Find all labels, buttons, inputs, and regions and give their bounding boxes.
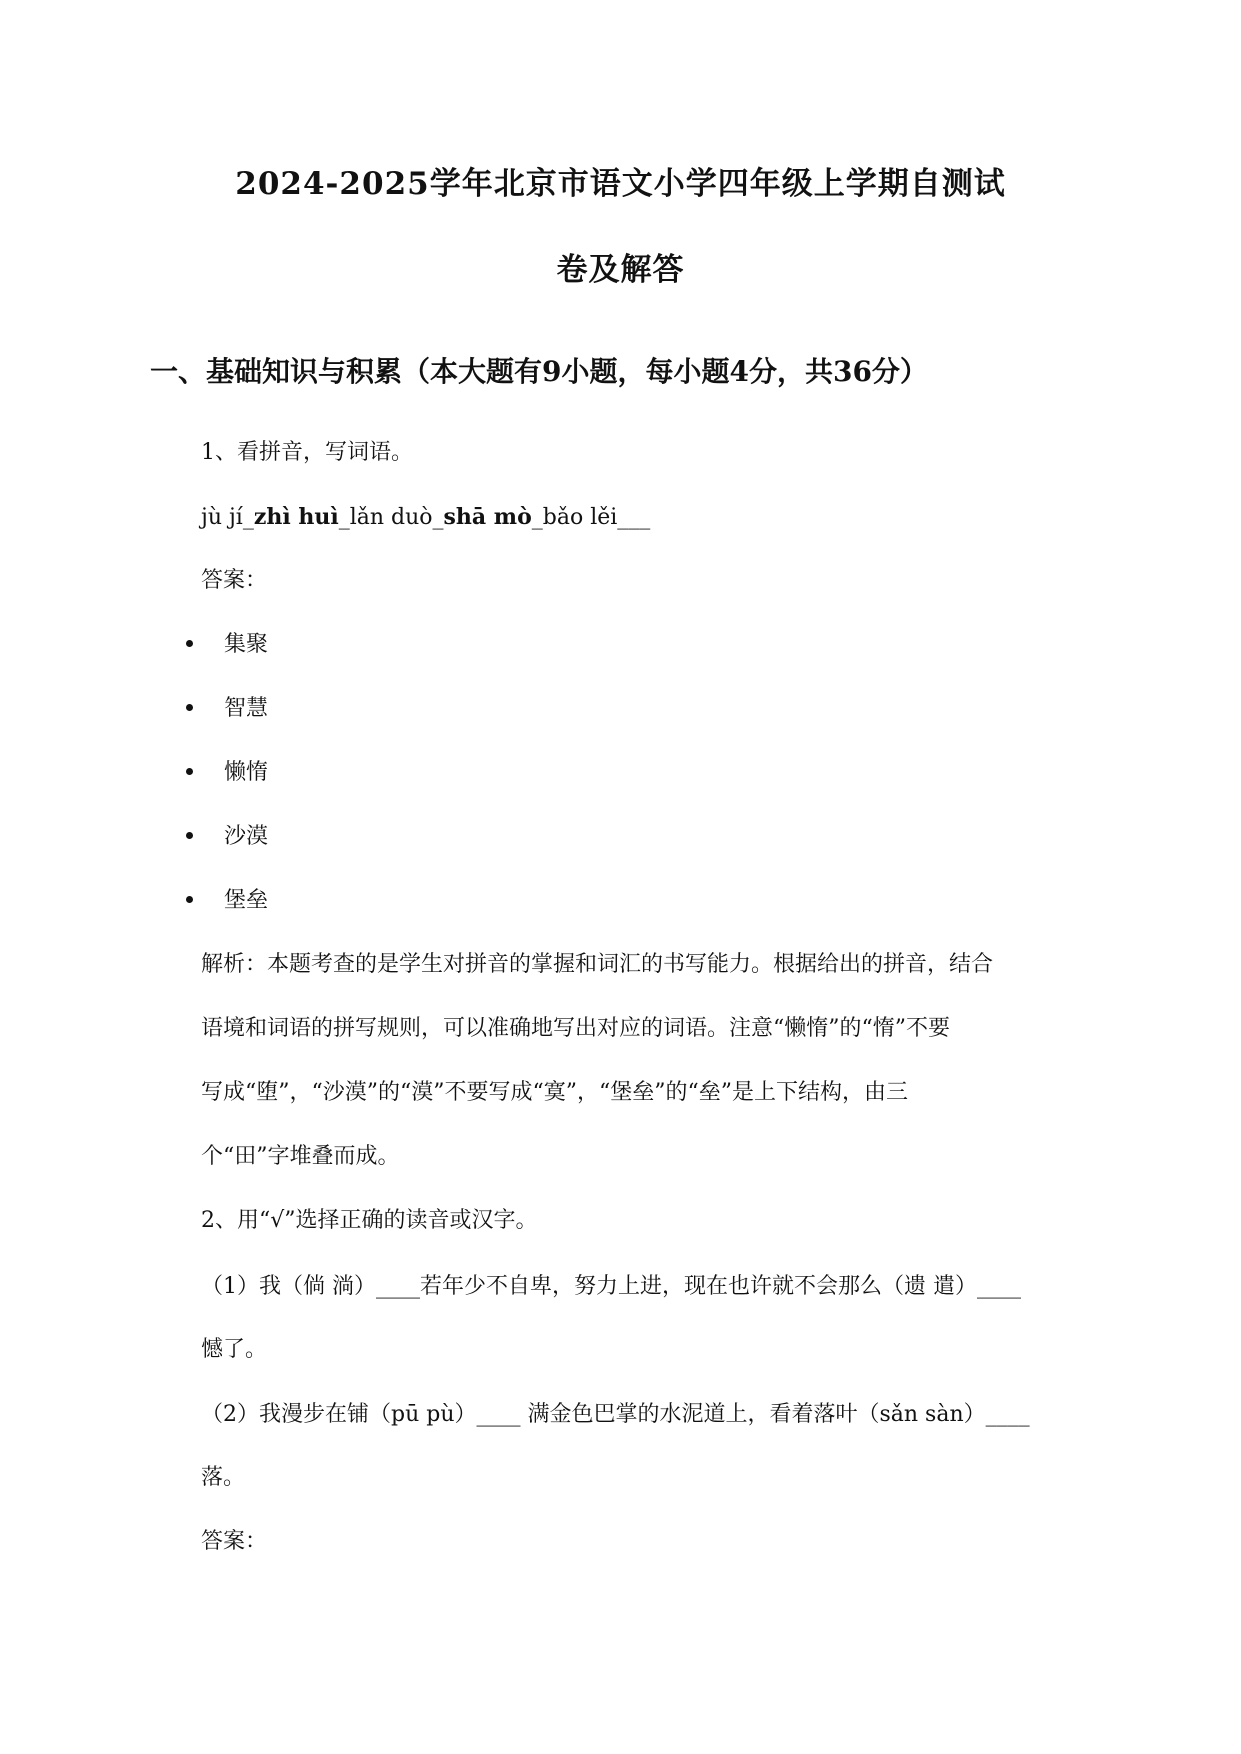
pinyin-zhihui: zhì huì: [253, 504, 339, 530]
answer-blank: _: [242, 505, 254, 530]
question-1-pinyin-line: [201, 502, 650, 533]
question-2-answer-label: 答案：: [201, 1529, 268, 1554]
answer-list-item: [186, 758, 268, 788]
answer-text: 沙漠: [224, 824, 269, 849]
document-title-line-1: 2024-2025学年北京市语文小学四年级上学期自测试: [235, 166, 1006, 202]
question-1-analysis-line: 解析：本题考查的是学生对拼音的掌握和词汇的书写能力。根据给出的拼音，结合: [201, 952, 994, 977]
question-1-analysis-line: 写成“堕”，“沙漠”的“漠”不要写成“寞”，“堡垒”的“垒”是上下结构，由三: [201, 1080, 908, 1105]
answer-list-item: [186, 822, 268, 852]
question-2-item-1-line-2: 憾了。: [201, 1337, 268, 1362]
question-1-analysis-line: 语境和词语的拼写规则，可以准确地写出对应的词语。注意“懒惰”的“惰”不要: [201, 1016, 950, 1041]
answer-blank: _: [432, 505, 444, 530]
answer-text: 懒惰: [224, 760, 269, 785]
answer-blank: _: [338, 505, 350, 530]
answer-blank: _: [531, 505, 543, 530]
bullet-icon: [186, 768, 193, 775]
pinyin-shamo: shā mò: [443, 504, 532, 530]
question-2-prompt: 2、用“√”选择正确的读音或汉字。: [201, 1208, 538, 1233]
question-2-item-2-line-1: （2）我漫步在铺（pū pù）____ 满金色巴掌的水泥道上，看着落叶（sǎn sàn）____: [201, 1402, 1030, 1427]
bullet-icon: [186, 832, 193, 839]
answer-list-item: [186, 694, 268, 724]
bullet-icon: [186, 640, 193, 647]
question-1-prompt: 1、看拼音，写词语。: [201, 440, 413, 465]
answer-list-item: [186, 886, 268, 916]
answer-blank: ___: [617, 505, 651, 530]
question-2-item-1-line-1: （1）我（倘 淌）____若年少不自卑，努力上进，现在也许就不会那么（遗 遣）____: [201, 1274, 1021, 1299]
pinyin-baolei: bǎo lěi: [542, 505, 618, 530]
answer-text: 智慧: [224, 696, 269, 721]
section-heading: 一、基础知识与积累（本大题有9小题，每小题4分，共36分）: [150, 355, 928, 388]
pinyin-landuo: lǎn duò: [349, 505, 433, 530]
bullet-icon: [186, 896, 193, 903]
question-1-analysis-line: 个“田”字堆叠而成。: [201, 1144, 400, 1169]
answer-text: 堡垒: [224, 888, 269, 913]
question-1-answer-label: 答案：: [201, 568, 268, 593]
bullet-icon: [186, 704, 193, 711]
answer-list-item: [186, 630, 268, 660]
document-title-line-2: 卷及解答: [556, 252, 685, 288]
question-2-item-2-line-2: 落。: [201, 1465, 246, 1490]
answer-text: 集聚: [224, 632, 269, 657]
pinyin-jiju: jù jí: [201, 505, 243, 530]
